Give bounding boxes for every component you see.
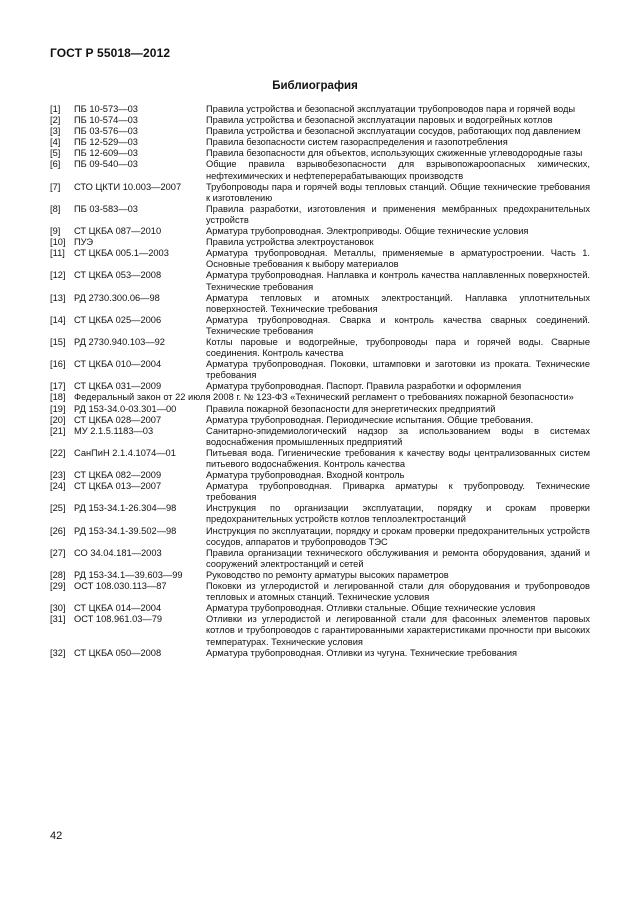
bibliography-entry — [50, 448, 590, 470]
entry-number: [20] — [50, 414, 66, 425]
entry-title: Правила устройства и безопасной эксплуатации паровых и водогрейных котлов — [206, 115, 553, 126]
bibliography-entry — [50, 404, 590, 415]
entry-designation: ПБ 12-609—03 — [74, 148, 138, 159]
entry-number: [12] — [50, 270, 66, 281]
bibliography-entry — [50, 581, 590, 603]
entry-title: Правила устройства электроустановок — [206, 237, 374, 248]
entry-title: Правила разработки, изготовления и применения мембранных предохранительных устройств — [206, 203, 590, 225]
entry-designation: СТ ЦКБА 005.1—2003 — [74, 248, 169, 259]
entry-title: Правила пожарной безопасности для энергетических предприятий — [206, 403, 496, 414]
entry-number: [26] — [50, 525, 66, 536]
bibliography-entry — [50, 115, 590, 126]
entry-designation: РД 2730.300.06—98 — [74, 292, 160, 303]
entry-title: Арматура трубопроводная. Наплавка и контроль качества наплавленных поверхностей. Технические требования — [206, 270, 590, 292]
entry-number: [4] — [50, 137, 61, 148]
bibliography-entry — [50, 126, 590, 137]
entry-designation: СТ ЦКБА 053—2008 — [74, 270, 162, 281]
entry-number: [3] — [50, 126, 61, 137]
entry-number: [29] — [50, 581, 66, 592]
entry-number: [32] — [50, 647, 66, 658]
bibliography-entry — [50, 415, 590, 426]
bibliography-list — [50, 104, 590, 659]
entry-designation: РД 153-34.0-03.301—00 — [74, 403, 177, 414]
entry-designation: ПБ 09-540—03 — [74, 159, 138, 170]
bibliography-entry — [50, 237, 590, 248]
entry-number: [28] — [50, 569, 66, 580]
entry-designation: ПУЭ — [74, 237, 94, 248]
bibliography-entry — [50, 182, 590, 204]
entry-designation: СТ ЦКБА 050—2008 — [74, 647, 162, 658]
bibliography-entry — [50, 248, 590, 270]
entry-number: [27] — [50, 547, 66, 558]
entry-number: [2] — [50, 115, 61, 126]
entry-designation: ОСТ 108.961.03—79 — [74, 614, 163, 625]
bibliography-entry — [50, 159, 590, 181]
entry-title: Правила устройства и безопасной эксплуатации трубопроводов пара и горячей воды — [206, 104, 576, 114]
entry-number: [11] — [50, 248, 65, 259]
bibliography-entry — [50, 526, 590, 548]
entry-number: [19] — [50, 403, 66, 414]
entry-title: Арматура трубопроводная. Периодические испытания. Общие требования. — [206, 414, 534, 425]
bibliography-entry — [50, 137, 590, 148]
entry-number: [23] — [50, 470, 66, 481]
entry-title: Руководство по ремонту арматуры высоких параметров — [206, 569, 449, 580]
bibliography-entry — [50, 204, 590, 226]
entry-designation: СТ ЦКБА 028—2007 — [74, 414, 162, 425]
entry-designation: ПБ 10-574—03 — [74, 115, 138, 126]
entry-number: [14] — [50, 314, 66, 325]
entry-title: Отливки из углеродистой и легированной стали для фасонных элементов паровых котлов и трубопроводов с гарантированными характеристиками прочности при высоких температурах. Технические условия — [206, 614, 590, 647]
entry-designation: Федеральный закон от 22 июля 2008 г. № 123-ФЗ «Технический регламент о требованиях пожарной безопасности» — [74, 392, 574, 403]
entry-title: Арматура трубопроводная. Электроприводы. Общие технические условия — [206, 226, 529, 237]
bibliography-entry — [50, 470, 590, 481]
bibliography-entry — [50, 614, 590, 647]
entry-title: Арматура трубопроводная. Приварка арматуры к трубопроводу. Технические требования — [206, 481, 590, 503]
entry-number: [9] — [50, 226, 61, 237]
entry-designation: ПБ 12-529—03 — [74, 137, 138, 148]
entry-number: [1] — [50, 104, 61, 114]
entry-title: Инструкция по эксплуатации, порядку и срокам проверки предохранительных устройств сосудов, аппаратов и трубопроводов ТЭС — [206, 525, 590, 547]
entry-title: Правила безопасности систем газораспределения и газопотребления — [206, 137, 508, 148]
entry-title: Питьевая вода. Гигиенические требования к качеству воды централизованных систем питьевого водоснабжения. Контроль качества — [206, 447, 590, 469]
entry-title: Арматура трубопроводная. Сварка и контроль качества сварных соединений. Технические требования — [206, 314, 590, 336]
bibliography-entry — [50, 603, 590, 614]
entry-designation: СТ ЦКБА 014—2004 — [74, 603, 162, 614]
bibliography-entry — [50, 226, 590, 237]
entry-title: Котлы паровые и водогрейные, трубопроводы пара и горячей воды. Сварные соединения. Контроль качества — [206, 336, 590, 359]
entry-title: Арматура трубопроводная. Отливки стальные. Общие технические условия — [206, 603, 536, 614]
entry-designation: ПБ 10-573—03 — [74, 104, 138, 114]
entry-designation: ОСТ 108.030.113—87 — [74, 581, 167, 592]
entry-designation: СанПиН 2.1.4.1074—01 — [74, 447, 176, 458]
entry-number: [10] — [50, 237, 66, 248]
entry-number: [6] — [50, 159, 61, 170]
bibliography-entry — [50, 337, 590, 359]
bibliography-entry — [50, 481, 590, 503]
entry-designation: СТ ЦКБА 082—2009 — [74, 470, 162, 481]
entry-title: Общие правила взрывобезопасности для взрывопожароопасных химических, нефтехимических и нефтеперерабатывающих производств — [206, 159, 590, 181]
entry-number: [24] — [50, 481, 66, 492]
bibliography-entry — [50, 104, 590, 115]
entry-designation: ПБ 03-583—03 — [74, 203, 138, 214]
entry-designation: СТО ЦКТИ 10.003—2007 — [74, 181, 182, 192]
entry-designation: СТ ЦКБА 087—2010 — [74, 226, 162, 237]
entry-number: [7] — [50, 181, 61, 192]
page-number: 42 — [50, 830, 63, 842]
entry-title: Арматура трубопроводная. Отливки из чугуна. Технические требования — [206, 647, 518, 658]
entry-number: [30] — [50, 603, 66, 614]
entry-designation: РД 2730.940.103—92 — [74, 336, 165, 347]
entry-number: [25] — [50, 503, 66, 514]
entry-designation: ПБ 03-576—03 — [74, 126, 138, 137]
entry-title: Поковки из углеродистой и легированной стали для оборудования и трубопроводов тепловых и атомных станций. Технические условия — [206, 581, 590, 603]
entry-number: [21] — [50, 425, 66, 436]
entry-number: [31] — [50, 614, 66, 625]
entry-designation: СТ ЦКБА 031—2009 — [74, 381, 162, 392]
entry-number: [5] — [50, 148, 61, 159]
entry-number: [15] — [50, 336, 66, 347]
entry-title: Арматура трубопроводная. Металлы, применяемые в арматуростроении. Часть 1. Основные требования к выбору материалов — [206, 248, 590, 270]
entry-designation: СТ ЦКБА 010—2004 — [74, 359, 162, 370]
entry-title: Санитарно-эпидемиологический надзор за использованием воды в системах водоснабжения промышленных предприятий — [206, 425, 590, 447]
bibliography-entry — [50, 270, 590, 292]
bibliography-entry — [50, 293, 590, 315]
entry-number: [13] — [50, 292, 66, 303]
entry-title: Правила организации технического обслуживания и ремонта оборудования, зданий и сооружений электростанций и сетей — [206, 547, 590, 569]
bibliography-entry — [50, 503, 590, 525]
entry-title: Трубопроводы пара и горячей воды тепловых станций. Общие технические требования к изготовлению — [206, 181, 590, 203]
document-code: ГОСТ Р 55018—2012 — [50, 46, 171, 60]
entry-title: Арматура трубопроводная. Паспорт. Правила разработки и оформления — [206, 381, 522, 392]
entry-title: Инструкция по организации эксплуатации, порядку и срокам проверки предохранительных устройств котлов теплоэлектростанций — [206, 503, 590, 525]
bibliography-title: Библиография — [272, 80, 358, 92]
bibliography-entry — [50, 359, 590, 381]
entry-number: [16] — [50, 359, 66, 370]
entry-designation: РД 153-34.1-26.304—98 — [74, 503, 177, 514]
entry-designation: СТ ЦКБА 013—2007 — [74, 481, 162, 492]
bibliography-entry — [50, 570, 590, 581]
entry-number: [17] — [50, 381, 66, 392]
entry-title: Арматура трубопроводная. Входной контроль — [206, 470, 405, 481]
entry-number: [22] — [50, 447, 66, 458]
entry-designation: МУ 2.1.5.1183—03 — [74, 425, 154, 436]
bibliography-entry — [50, 426, 590, 448]
bibliography-entry — [50, 381, 590, 392]
bibliography-entry — [50, 548, 590, 570]
entry-designation: РД 153-34.1—39.603—99 — [74, 569, 183, 580]
entry-designation: РД 153-34.1-39.502—98 — [74, 525, 177, 536]
bibliography-entry — [50, 148, 590, 159]
entry-title: Арматура трубопроводная. Поковки, штамповки и заготовки из проката. Технические требования — [206, 359, 590, 381]
bibliography-entry — [50, 315, 590, 337]
bibliography-entry — [50, 648, 590, 659]
entry-number: [8] — [50, 203, 61, 214]
entry-title: Правила безопасности для объектов, использующих сжиженные углеводородные газы — [206, 148, 583, 159]
entry-title: Арматура тепловых и атомных электростанций. Наплавка уплотнительных поверхностей. Технические требования — [206, 292, 590, 314]
entry-number: [18] — [50, 392, 66, 403]
bibliography-entry — [50, 392, 590, 403]
entry-designation: СО 34.04.181—2003 — [74, 547, 162, 558]
entry-title: Правила устройства и безопасной эксплуатации сосудов, работающих под давлением — [206, 126, 581, 137]
entry-designation: СТ ЦКБА 025—2006 — [74, 314, 162, 325]
